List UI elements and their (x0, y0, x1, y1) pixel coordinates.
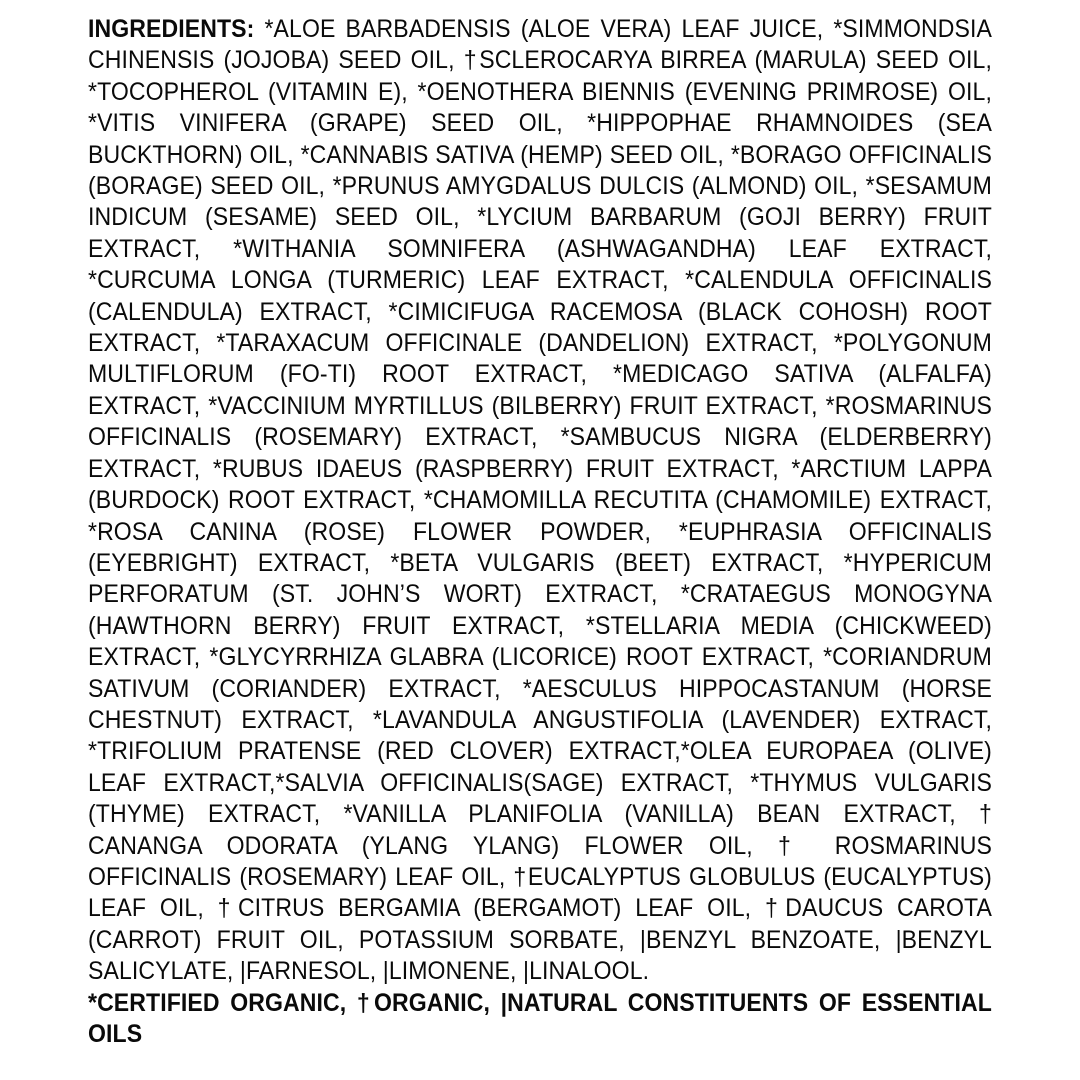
ingredients-panel (88, 14, 992, 1050)
ingredients-label: INGREDIENTS: (88, 15, 255, 43)
ingredients-paragraph (88, 14, 992, 988)
organic-key-footnote: *CERTIFIED ORGANIC, †ORGANIC, |NATURAL CONSTITUENTS OF ESSENTIAL OILS (88, 988, 992, 1048)
ingredients-text: *ALOE BARBADENSIS (ALOE VERA) LEAF JUICE, *SIMMONDSIA CHINENSIS (JOJOBA) SEED OIL, †SCLEROCARYA BIRREA (MARULA) SEED OIL, *TOCOPHEROL (VITAMIN E), *OENOTHERA BIENNIS (EVENING PRIMROSE) OIL, *VITIS VINIFERA (GRAPE) SEED OIL, *HIPPOPHAE RHAMNOIDES (SEA BUCKTHORN) OIL, *CANNABIS SATIVA (HEMP) SEED OIL, *BORAGO OFFICINALIS (BORAGE) SEED OIL, *PRUNUS AMYGDALUS DULCIS (ALMOND) OIL, *SESAMUM INDICUM (SESAME) SEED OIL, *LYCIUM BARBARUM (GOJI BERRY) FRUIT EXTRACT, *WITHANIA SOMNIFERA (ASHWAGANDHA) LEAF EXTRACT, *CURCUMA LONGA (TURMERIC) LEAF EXTRACT, *CALENDULA OFFICINALIS (CALENDULA) EXTRACT, *CIMICIFUGA RACEMOSA (BLACK COHOSH) ROOT EXTRACT, *TARAXACUM OFFICINALE (DANDELION) EXTRACT, *POLYGONUM MULTIFLORUM (FO-TI) ROOT EXTRACT, *MEDICAGO SATIVA (ALFALFA) EXTRACT, *VACCINIUM MYRTILLUS (BILBERRY) FRUIT EXTRACT, *ROSMARINUS OFFICINALIS (ROSEMARY) EXTRACT, *SAMBUCUS NIGRA (ELDERBERRY) EXTRACT, *RUBUS IDAEUS (RASPBERRY) FRUIT EXTRACT, *ARCTIUM LAPPA (BURDOCK) ROOT EXTRACT, *CHAMOMILLA RECUTITA (CHAMOMILE) EXTRACT, *ROSA CANINA (ROSE) FLOWER POWDER, *EUPHRASIA OFFICINALIS (EYEBRIGHT) EXTRACT, *BETA VULGARIS (BEET) EXTRACT, *HYPERICUM PERFORATUM (ST. JOHN’S WORT) EXTRACT, *CRATAEGUS MONOGYNA (HAWTHORN BERRY) FRUIT EXTRACT, *STELLARIA MEDIA (CHICKWEED) EXTRACT, *GLYCYRRHIZA GLABRA (LICORICE) ROOT EXTRACT, *CORIANDRUM SATIVUM (CORIANDER) EXTRACT, *AESCULUS HIPPOCASTANUM (HORSE CHESTNUT) EXTRACT, *LAVANDULA ANGUSTIFOLIA (LAVENDER) EXTRACT, *TRIFOLIUM PRATENSE (RED CLOVER) EXTRACT,*OLEA EUROPAEA (OLIVE) LEAF EXTRACT,*SALVIA OFFICINALIS(SAGE) EXTRACT, *THYMUS VULGARIS (THYME) EXTRACT, *VANILLA PLANIFOLIA (VANILLA) BEAN EXTRACT, † CANANGA ODORATA (YLANG YLANG) FLOWER OIL, † ROSMARINUS OFFICINALIS (ROSEMARY) LEAF OIL, †EUCALYPTUS GLOBULUS (EUCALYPTUS) LEAF OIL, †CITRUS BERGAMIA (BERGAMOT) LEAF OIL, †DAUCUS CAROTA (CARROT) FRUIT OIL, POTASSIUM SORBATE, |BENZYL BENZOATE, |BENZYL SALICYLATE, |FARNESOL, |LIMONENE, |LINALOOL. (88, 15, 992, 986)
